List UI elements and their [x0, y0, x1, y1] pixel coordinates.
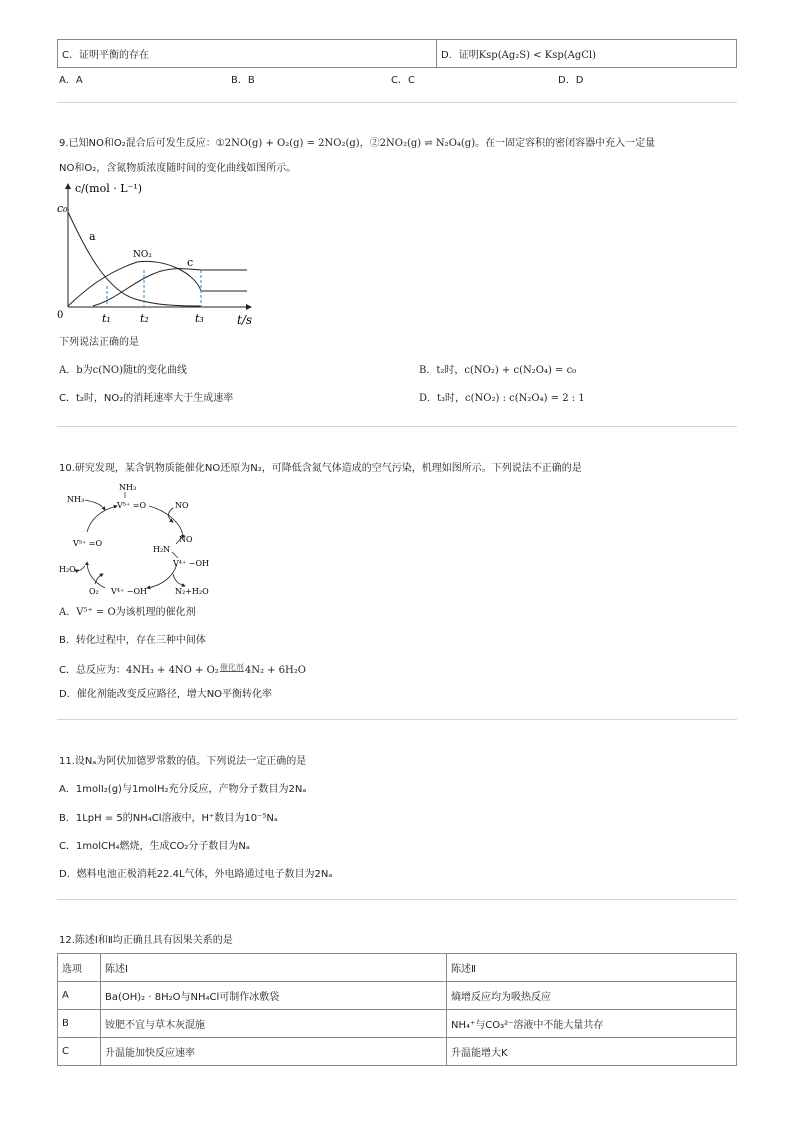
- q10-option-d[interactable]: D．催化剂能改变反应路径，增大NO平衡转化率: [59, 689, 273, 700]
- curve-no2-label: NO₂: [133, 250, 152, 260]
- q9-ask: 下列说法正确的是: [59, 337, 139, 348]
- q8-option-d-formula: Ksp(Ag₂S) < Ksp(AgCl): [478, 50, 597, 61]
- label-v4-oh-right: V⁴⁺ −OH: [173, 559, 209, 568]
- q10-option-b[interactable]: B．转化过程中，存在三种中间体: [59, 635, 206, 646]
- y-axis-label: c/(mol · L⁻¹): [75, 182, 143, 195]
- q10-option-c-right: 4N₂ + 6H₂O: [244, 665, 306, 676]
- label-v4-oh-bottom: V⁴⁺ −OH: [111, 587, 147, 596]
- q10-option-c[interactable]: [59, 661, 306, 678]
- q9-concentration-graph: [55, 178, 265, 330]
- q9-option-b[interactable]: B．t₂时，c(NO₂) + c(N₂O₄) = c₀: [419, 365, 577, 376]
- q11-option-c[interactable]: C．1molCH₄燃烧，生成CO₂分子数目为Nₐ: [59, 841, 250, 852]
- arrow-nh3-in: [85, 500, 105, 510]
- q11-option-a[interactable]: A．1molI₂(g)与1molH₂充分反应，产物分子数目为2Nₐ: [59, 784, 307, 795]
- label-h2o: H₂O: [59, 565, 76, 574]
- q10-option-c-prefix: C．总反应为：: [59, 665, 126, 676]
- q9-reaction-2: ②2NO₂(g) ⇌ N₂O₄(g): [369, 138, 476, 149]
- t2-label: t₂: [140, 312, 149, 325]
- t1-label: t₁: [102, 312, 111, 325]
- table-row: [58, 1010, 737, 1038]
- table-header-row: [58, 954, 737, 982]
- divider: [57, 719, 737, 720]
- cycle-arc-top-right: [149, 506, 183, 538]
- label-o2: O₂: [89, 587, 99, 596]
- table-row: [58, 1038, 737, 1066]
- table-cell-option: B: [58, 1010, 101, 1038]
- q9-option-d[interactable]: D．t₃时，c(NO₂) : c(N₂O₄) = 2 : 1: [419, 393, 585, 404]
- q9-stem-line1: [59, 137, 655, 151]
- label-v5-o-left: V⁵⁺ =O: [73, 539, 103, 548]
- label-nh3-left: NH₃: [67, 495, 85, 504]
- q8-option-d-prefix: D．证明: [441, 50, 479, 61]
- table-cell-option: A: [58, 982, 101, 1010]
- origin-label: 0: [57, 310, 64, 321]
- label-nh3-top: NH₃: [119, 483, 137, 492]
- table-row: [58, 982, 737, 1010]
- q8-answer-d[interactable]: D．D: [558, 75, 584, 86]
- q9-stem-line2: NO和O₂，含氮物质浓度随时间的变化曲线如图所示。: [59, 163, 297, 174]
- t3-label: t₃: [195, 312, 204, 325]
- table-header-cell: 陈述Ⅱ: [447, 954, 737, 982]
- arrow-n2-out: [173, 574, 185, 586]
- table-cell-statement-2: 升温能增大K: [447, 1038, 737, 1066]
- q11-option-d[interactable]: D．燃料电池正极消耗22.4L气体，外电路通过电子数目为2Nₐ: [59, 869, 333, 880]
- table-cell-statement-2: NH₄⁺与CO₃²⁻溶液中不能大量共存: [447, 1010, 737, 1038]
- q9-option-c[interactable]: C．t₂时，NO₂的消耗速率大于生成速率: [59, 393, 234, 404]
- q12-table: [57, 953, 737, 1066]
- table-header-cell: 陈述Ⅰ: [101, 954, 447, 982]
- q11-option-b[interactable]: B．1LpH = 5的NH₄Cl溶液中，H⁺数目为10⁻⁵Nₐ: [59, 813, 278, 824]
- divider: [57, 426, 737, 427]
- q8-answer-c[interactable]: C．C: [391, 75, 415, 86]
- table-cell-option: C: [58, 1038, 101, 1066]
- bond-h2n-v: [172, 552, 178, 558]
- table-header-cell: 选项: [58, 954, 101, 982]
- table-cell-statement-2: 熵增反应均为吸热反应: [447, 982, 737, 1010]
- cycle-arc-left: [87, 506, 117, 532]
- label-no-right: NO: [175, 501, 189, 510]
- arrow-h2o-out: [75, 566, 85, 571]
- q10-mechanism-diagram: [55, 478, 235, 603]
- q8-options-table: [57, 39, 737, 68]
- table-cell-statement-1: Ba(OH)₂ · 8H₂O与NH₄Cl可制作冰敷袋: [101, 982, 447, 1010]
- q9-stem-prefix: 9.已知NO和O₂混合后可发生反应：: [59, 138, 216, 149]
- curve-a-label: a: [89, 230, 96, 243]
- q9-stem-suffix: 。在一固定容积的密闭容器中充入一定量: [475, 138, 656, 149]
- q8-option-c: C．证明平衡的存在: [62, 50, 149, 61]
- q9-option-a[interactable]: A．b为c(NO)随t的变化曲线: [59, 365, 187, 376]
- curve-c-label: c: [187, 256, 194, 269]
- q10-option-c-left: 4NH₃ + 4NO + O₂: [125, 665, 219, 676]
- q8-answer-a[interactable]: A．A: [59, 75, 83, 86]
- table-cell-statement-1: 铵肥不宜与草木灰混施: [101, 1010, 447, 1038]
- q8-answer-b[interactable]: B．B: [231, 75, 255, 86]
- q8-option-d-cell: [437, 40, 737, 68]
- c0-label: c₀: [57, 202, 68, 215]
- label-no-mid: NO: [179, 535, 193, 544]
- cycle-arc-bottom-left: [87, 562, 105, 588]
- q9-reaction-1: ①2NO(g) + O₂(g) = 2NO₂(g)，: [215, 138, 370, 149]
- label-n2-h2o: N₂+H₂O: [175, 587, 209, 596]
- divider: [57, 102, 737, 103]
- table-cell-statement-1: 升温能加快反应速率: [101, 1038, 447, 1066]
- divider: [57, 899, 737, 900]
- q10-stem: 10.研究发现，某含钒物质能催化NO还原为N₂，可降低含氮气体造成的空气污染，机理如图所示。下列说法不正确的是: [59, 463, 582, 474]
- label-h2n: H₂N: [153, 545, 171, 554]
- q10-option-c-catalyst: 催化剂: [219, 663, 244, 672]
- label-v5-o-top: V⁵⁺ =O: [117, 501, 147, 510]
- arrow-no-in: [169, 508, 174, 522]
- q11-stem: 11.设Nₐ为阿伏加德罗常数的值。下列说法一定正确的是: [59, 756, 307, 767]
- q10-option-a[interactable]: A．V⁵⁺ = O为该机理的催化剂: [59, 607, 196, 618]
- q12-stem: 12.陈述Ⅰ和Ⅱ均正确且具有因果关系的是: [59, 935, 233, 946]
- q8-option-c-cell: [58, 40, 437, 68]
- x-axis-label: t/s: [237, 313, 253, 327]
- curve-b: [68, 261, 247, 306]
